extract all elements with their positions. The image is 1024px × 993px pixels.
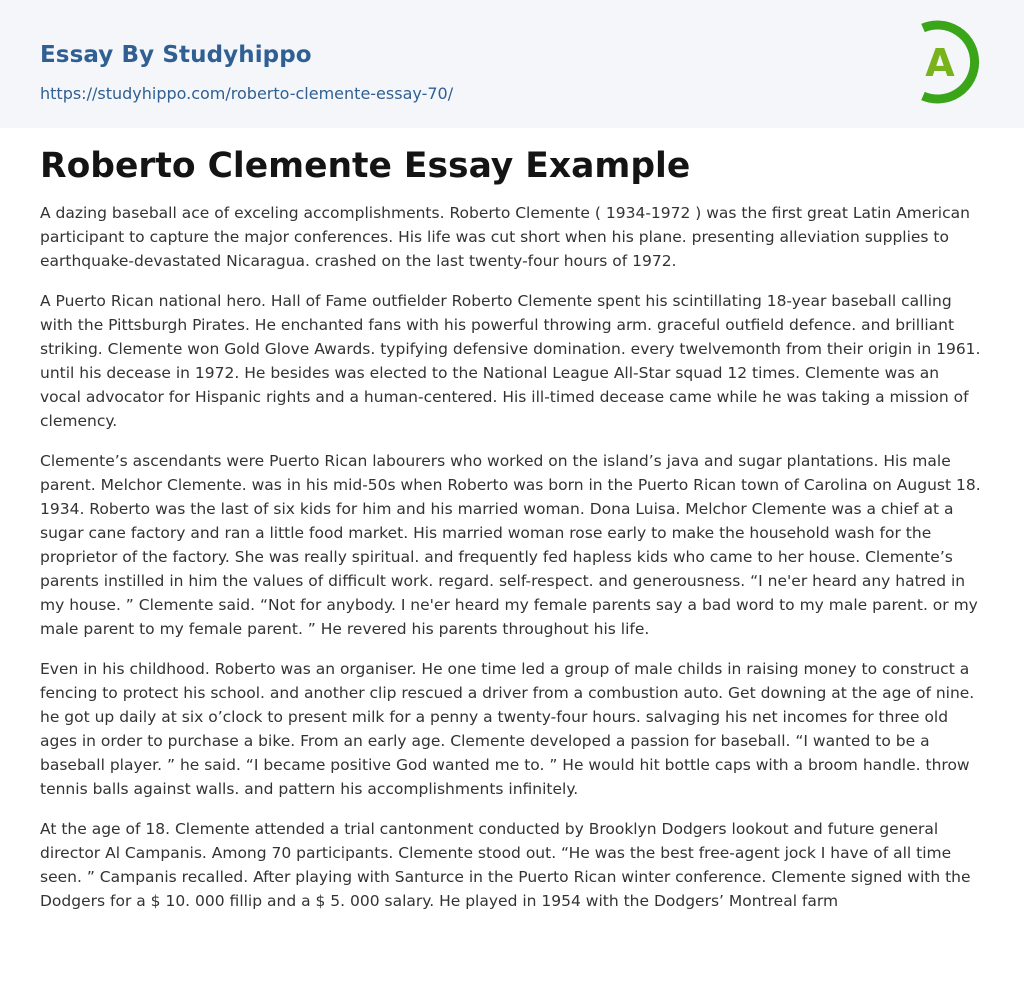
- article-paragraph: At the age of 18. Clemente attended a trial cantonment conducted by Brooklyn Dodgers lookout and future general director Al Campanis. Among 70 participants. Clemente stood out. “He was the best free-agent jock I have of all time seen. ” Campanis recalled. After playing with Santurce in the Puerto Rican winter conference. Clemente signed with the Dodgers for a $ 10. 000 fillip and a $ 5. 000 salary. He played in 1954 with the Dodgers’ Montreal farm: [40, 820, 971, 910]
- article-body: [40, 201, 984, 929]
- site-brand[interactable]: Essay By Studyhippo: [40, 42, 312, 68]
- logo-letter: A: [925, 41, 955, 85]
- article-paragraph: A Puerto Rican national hero. Hall of Fame outfielder Roberto Clemente spent his scintillating 18-year baseball calling with the Pittsburgh Pirates. He enchanted fans with his powerful throwing arm. graceful outfield defence. and brilliant striking. Clemente won Gold Glove Awards. typifying defensive domination. every twelvemonth from their origin in 1961. until his decease in 1972. He besides was elected to the National League All-Star squad 12 times. Clemente was an vocal advocator for Hispanic rights and a human-centered. His ill-timed decease came while he was taking a mission of clemency.: [40, 292, 981, 430]
- article-title: Roberto Clemente Essay Example: [40, 146, 691, 186]
- studyhippo-logo[interactable]: [910, 18, 988, 106]
- article-paragraph: Clemente’s ascendants were Puerto Rican labourers who worked on the island’s java and sugar plantations. His male parent. Melchor Clemente. was in his mid-50s when Roberto was born in the Puerto Rican town of Carolina on August 18. 1934. Roberto was the last of six kids for him and his married woman. Dona Luisa. Melchor Clemente was a chief at a sugar cane factory and ran a little food market. His married woman rose early to make the household wash for the proprietor of the factory. She was really spiritual. and frequently fed hapless kids who came to her house. Clemente’s parents instilled in him the values of difficult work. regard. self-respect. and generousness. “I ne'er heard any hatred in my house. ” Clemente said. “Not for anybody. I ne'er heard my female parents say a bad word to my male parent. or my male parent to my female parent. ” He revered his parents throughout his life.: [40, 452, 981, 638]
- logo-ring-icon: [910, 18, 988, 106]
- article-paragraph: A dazing baseball ace of exceling accomplishments. Roberto Clemente ( 1934-1972 ) was the first great Latin American participant to capture the major conferences. His life was cut short when his plane. presenting alleviation supplies to earthquake-devastated Nicaragua. crashed on the last twenty-four hours of 1972.: [40, 204, 970, 270]
- article-paragraph: Even in his childhood. Roberto was an organiser. He one time led a group of male childs in raising money to construct a fencing to protect his school. and another clip rescued a driver from a combustion auto. Get downing at the age of nine. he got up daily at six o’clock to present milk for a penny a twenty-four hours. salvaging his net incomes for three old ages in order to purchase a bike. From an early age. Clemente developed a passion for baseball. “I wanted to be a baseball player. ” he said. “I became positive God wanted me to. ” He would hit bottle caps with a broom handle. throw tennis balls against walls. and pattern his accomplishments infinitely.: [40, 660, 975, 798]
- site-header: [0, 0, 1024, 128]
- page-url-link[interactable]: https://studyhippo.com/roberto-clemente-essay-70/: [40, 84, 454, 103]
